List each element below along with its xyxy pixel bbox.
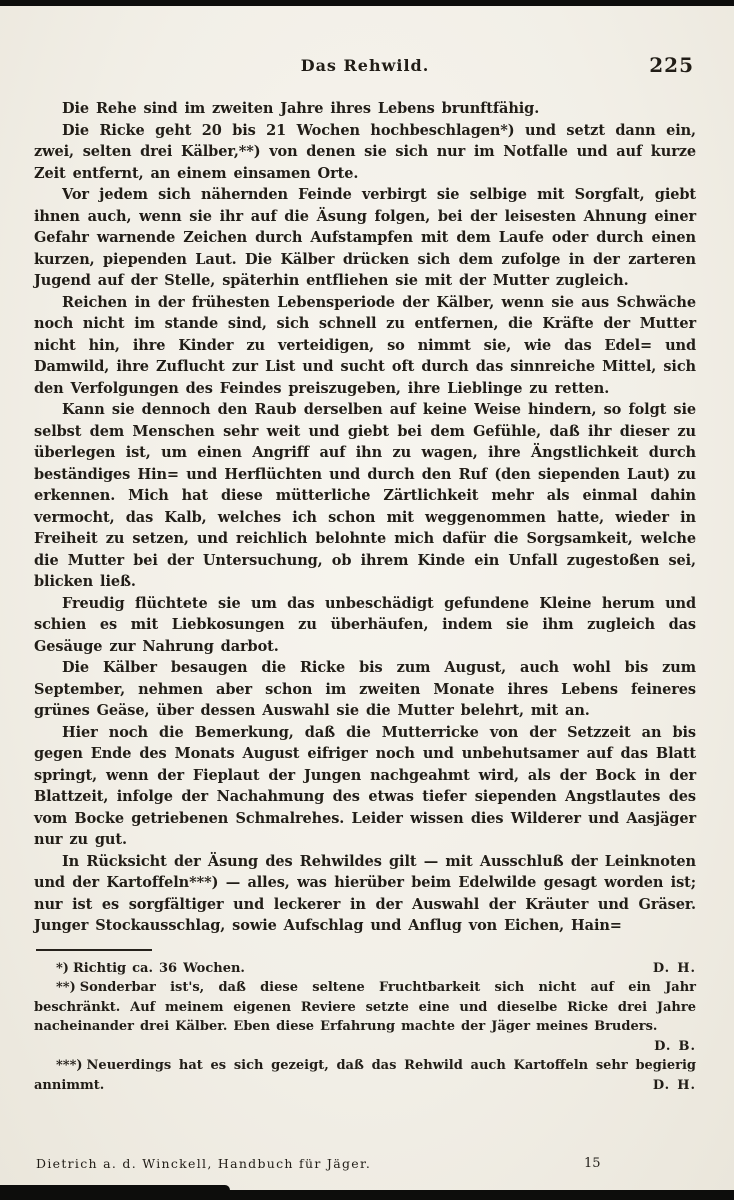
footnote xyxy=(34,1056,696,1095)
sheet-number: 15 xyxy=(584,1156,601,1171)
paragraph: Reichen in der frühesten Lebensperiode der Kälber, wenn sie aus Schwäche noch nicht im stande sind, sich schnell zu entfernen, die Kräfte der Mutter nicht hin, ihre Kinder zu verteidigen, so nimmt sie, wie das Edel= und Damwild, ihre Zuflucht zur List und sucht oft durch das sinnreiche Mittel, sich den Verfolgungen des Feindes preiszugeben, ihre Lieblinge zu retten. xyxy=(34,293,696,397)
footnote-attribution: D. H. xyxy=(652,960,696,976)
footnote-marker: ***) xyxy=(56,1058,83,1073)
paragraph: Die Ricke geht 20 bis 21 Wochen hochbeschlagen*) und setzt dann ein, zwei, selten drei Kälber,**) von denen sie sich nur im Notfalle und auf kurze Zeit entfernt, an einem einsamen Orte. xyxy=(34,121,696,182)
running-title: Das Rehwild. xyxy=(300,56,430,75)
body-text xyxy=(34,98,696,937)
footnote xyxy=(34,978,696,1056)
footnote-text: Sonderbar ist's, daß diese seltene Fruchtbarkeit sich nicht auf ein Jahr beschränkt. Auf meinem eigenen Reviere setzte eine und dieselbe Ricke drei Jahre nacheinander drei Kälber. Eben diese Erfahrung machte der Jäger meines Bruders. xyxy=(34,980,696,1034)
footnote xyxy=(34,959,696,979)
footnotes-section xyxy=(34,949,696,1096)
scan-artifact-bottom-left xyxy=(0,1185,230,1200)
paragraph: Hier noch die Bemerkung, daß die Mutterricke von der Setzzeit an bis gegen Ende des Monats August eifriger noch und unbehutsamer auf das Blatt springt, wenn der Fieplaut der Jungen nachgeahmt wird, als der Bock in der Blattzeit, infolge der Nachahmung des etwas tiefer siependen Angstlautes des vom Bocke getriebenen Schmalrehes. Leider wissen dies Wilderer und Aasjäger nur zu gut. xyxy=(34,723,696,848)
paragraph: Freudig flüchtete sie um das unbeschädigt gefundene Kleine herum und schien es mit Liebkosungen zu überhäufen, indem sie ihm zugleich das Gesäuge zur Nahrung darbot. xyxy=(34,594,696,655)
paragraph: In Rücksicht der Äsung des Rehwildes gilt — mit Ausschluß der Leinknoten und der Kartoffeln***) — alles, was hierüber beim Edelwilde gesagt worden ist; nur ist es sorgfältiger und leckerer in der Auswahl der Kräuter und Gräser. Junger Stockausschlag, sowie Aufschlag und Anflug von Eichen, Hain= xyxy=(34,852,696,934)
page-footer xyxy=(36,1156,696,1176)
footnote-divider xyxy=(36,949,152,951)
paragraph: Vor jedem sich nähernden Feinde verbirgt sie selbige mit Sorgfalt, giebt ihnen auch, wenn sie ihr auf die Äsung folgen, bei der leisesten Ahnung einer Gefahr warnende Zeichen durch Aufstampfen mit dem Laufe oder durch einen kurzen, piependen Laut. Die Kälber drücken sich dem zufolge in der zarteren Jugend auf der Stelle, späterhin entfliehen sie mit der Mutter zugleich. xyxy=(34,186,696,289)
page-number: 225 xyxy=(649,53,694,77)
footnote-attribution: D. H. xyxy=(652,1077,696,1093)
running-head xyxy=(34,53,696,82)
footnote-text: Richtig ca. 36 Wochen. xyxy=(72,960,245,976)
footnote-marker: *) xyxy=(56,960,69,976)
footnote-attribution: D. B. xyxy=(654,1038,696,1054)
footer-signature: Dietrich a. d. Winckell, Handbuch für Jäger. xyxy=(36,1156,372,1171)
footnote-text: Neuerdings hat es sich gezeigt, daß das Rehwild auch Kartoffeln sehr begierig annimmt. xyxy=(34,1058,696,1093)
paragraph: Kann sie dennoch den Raub derselben auf keine Weise hindern, so folgt sie selbst dem Menschen sehr weit und giebt bei dem Gefühle, daß ihr dieser zu überlegen ist, um einen Angriff auf ihn zu wagen, ihre Ängstlichkeit durch beständiges Hin= und Herflüchten und durch den Ruf (den siependen Laut) zu erkennen. Mich hat diese mütterliche Zärtlichkeit mehr als einmal dahin vermocht, das Kalb, welches ich schon mit weggenommen hatte, wieder in Freiheit zu setzen, und reichlich belohnte mich dafür die Sorgsamkeit, welche die Mutter bei der Untersuchung, ob ihrem Kinde ein Unfall zugestoßen sei, blicken ließ. xyxy=(34,401,696,590)
paragraph: Die Kälber besaugen die Ricke bis zum August, auch wohl bis zum September, nehmen aber schon im zweiten Monate ihres Lebens feineres grünes Geäse, über dessen Auswahl sie die Mutter belehrt, mit an. xyxy=(34,659,696,719)
paragraph: Die Rehe sind im zweiten Jahre ihres Lebens brunftfähig. xyxy=(62,100,540,117)
footnote-marker: **) xyxy=(56,980,76,995)
